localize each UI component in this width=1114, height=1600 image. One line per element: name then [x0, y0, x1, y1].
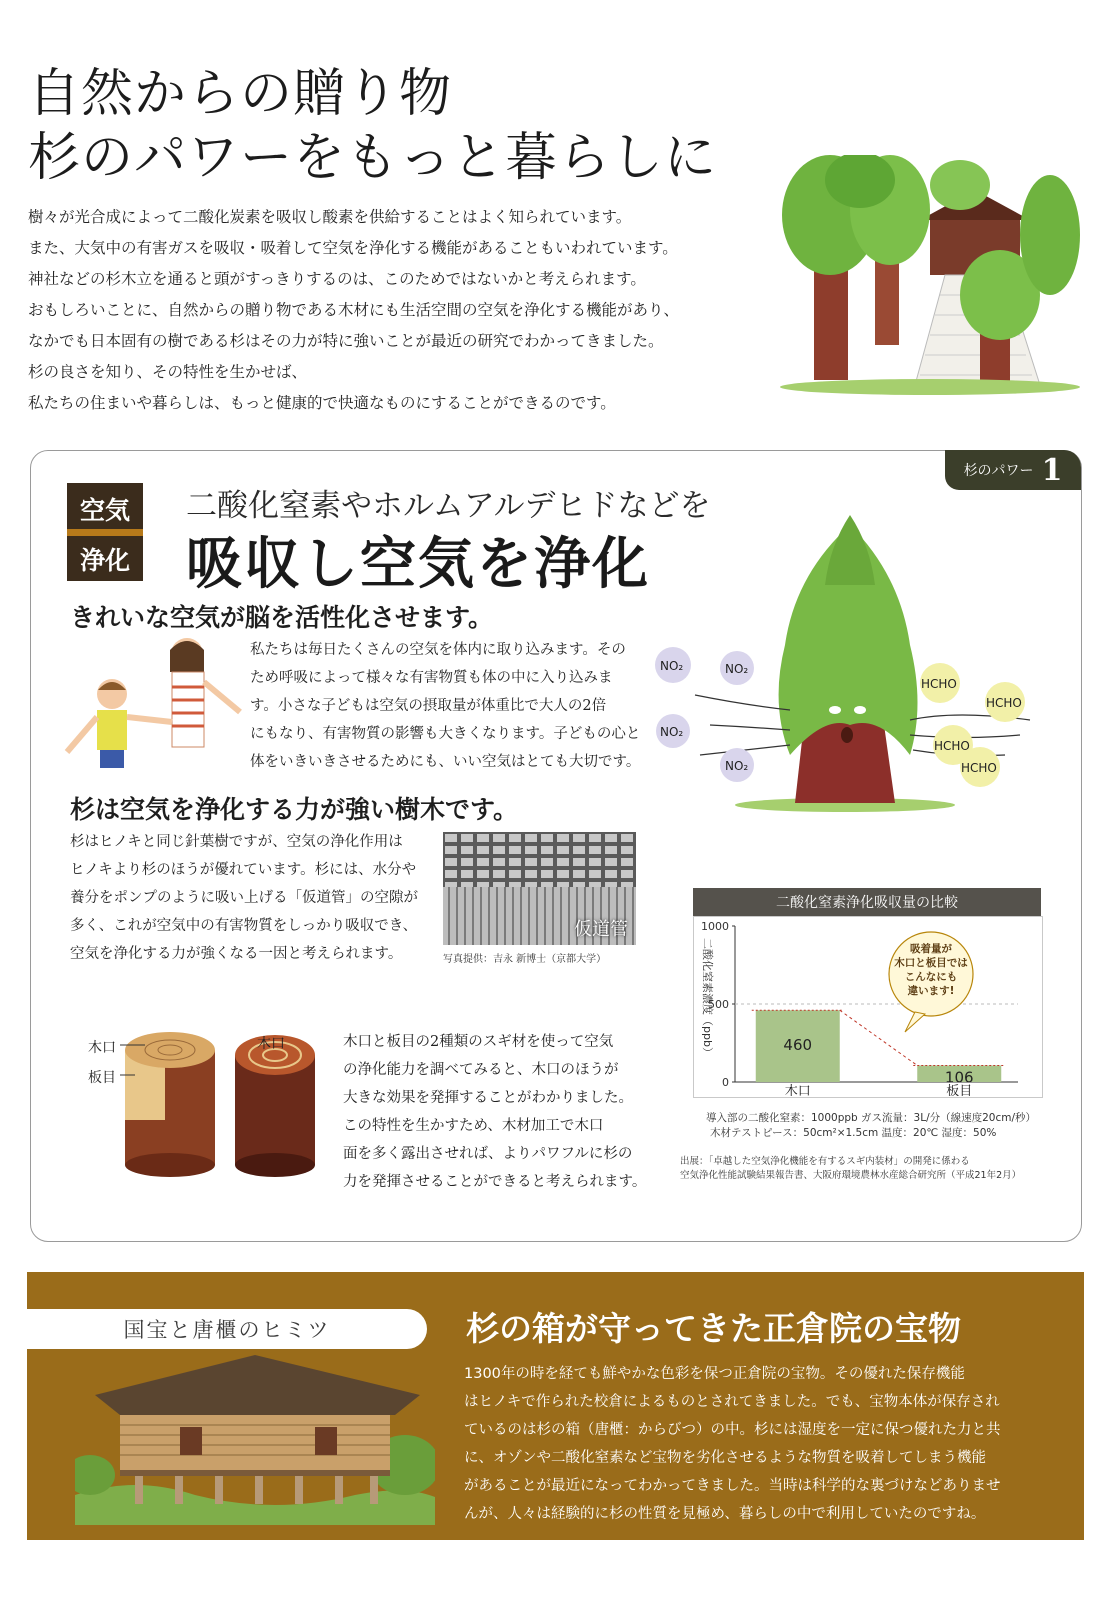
- page-title-line1: 自然からの贈り物: [28, 64, 453, 124]
- chart-source: [680, 1153, 1021, 1181]
- y-tick-label: 500: [708, 998, 729, 1011]
- section1-line: す。小さな子どもは空気の摂取量が体重比で大人の2倍: [250, 698, 607, 714]
- section3-line: 力を発揮させることができると考えられます。: [343, 1174, 647, 1190]
- label-koguchi: 木口: [88, 1040, 116, 1056]
- intro-line: おもしろいことに、自然からの贈り物である木材にも生活空間の空気を浄化する機能があり、: [28, 301, 680, 319]
- chart-title: 二酸化窒素浄化吸収量の比較: [693, 888, 1041, 916]
- shrine-cedar-illustration: [780, 155, 1080, 395]
- tracheid-label: 仮道管: [574, 919, 628, 940]
- band-line: 1300年の時を経ても鮮やかな色彩を保つ正倉院の宝物。その優れた保存機能: [464, 1366, 965, 1382]
- gas-label-no2: NO₂: [725, 662, 749, 676]
- tracheid-photo: [443, 832, 636, 945]
- y-tick-label: 0: [722, 1076, 729, 1089]
- chart-note: 導入部の二酸化窒素：1000ppb ガス流量：3L/分（線速度20cm/秒）: [706, 1112, 1037, 1124]
- intro-line: 神社などの杉木立を通ると頭がすっきりするのは、このためではないかと考えられます。: [28, 270, 646, 288]
- category-label: 板目: [946, 1084, 973, 1096]
- section2-heading: 杉は空気を浄化する力が強い樹木です。: [70, 795, 519, 824]
- panel-headline: 吸収し空気を浄化: [186, 531, 650, 597]
- panel-kicker: 二酸化窒素やホルムアルデヒドなどを: [186, 488, 711, 524]
- intro-line: 樹々が光合成によって二酸化炭素を吸収し酸素を供給することはよく知られています。: [28, 208, 632, 226]
- section3-line: 面を多く露出させれば、よりパワフルに杉の: [343, 1146, 633, 1162]
- band-line: んが、人々は経験的に杉の性質を見極め、暮らしの中で利用していたのですね。: [464, 1506, 986, 1522]
- gas-label-no2: NO₂: [660, 659, 684, 673]
- gas-label-hcho: HCHO: [934, 739, 970, 753]
- section3-line: この特性を生かすため、木材加工で木口: [343, 1118, 604, 1134]
- y-tick-label: 1000: [701, 920, 729, 933]
- label-itame: 板目: [88, 1070, 116, 1086]
- callout-text: 吸着量が: [910, 943, 952, 955]
- y-axis-label: 二酸化窒素濃度（ppb）: [701, 938, 714, 1058]
- section3-text: [343, 1028, 646, 1196]
- section2-text: [70, 828, 418, 968]
- chart-note: 木材テストピース：50cm²×1.5cm 温度：20℃ 湿度：50%: [710, 1127, 997, 1139]
- badge-line2: 浄化: [79, 546, 130, 575]
- band-label: 国宝と唐櫃のヒミツ: [27, 1309, 427, 1349]
- bar-value-label: 106: [944, 1068, 974, 1087]
- no2-absorption-chart: [693, 916, 1041, 1096]
- photo-credit: 写真提供：吉永 新博士（京都大学）: [443, 954, 607, 965]
- badge-divider: [67, 529, 143, 536]
- callout-pointer: [905, 1012, 925, 1032]
- section2-line: 空気を浄化する力が強くなる一因と考えられます。: [70, 946, 403, 962]
- source-line: 出展：「卓越した空気浄化機能を有するスギ内装材」の開発に係わる: [680, 1156, 970, 1167]
- section3-line: 木口と板目の2種類のスギ材を使って空気: [343, 1034, 614, 1050]
- intro-line: 杉の良さを知り、その特性を生かせば、: [28, 363, 308, 381]
- tab-number: 1: [1041, 452, 1063, 488]
- band-text: [464, 1360, 1001, 1528]
- gas-label-hcho: HCHO: [986, 696, 1022, 710]
- bar-value-label: 460: [783, 1036, 813, 1055]
- section1-line: ため呼吸によって様々な有害物質も体の中に入り込みま: [250, 670, 613, 686]
- mother-child-illustration: [62, 632, 242, 772]
- label-koguchi: 木口: [257, 1036, 285, 1052]
- section2-line: 養分をポンプのように吸い上げる「仮道管」の空隙が: [70, 890, 418, 906]
- category-label: 木口: [784, 1084, 811, 1096]
- chart-notes: [706, 1110, 1036, 1140]
- band-line: に、オゾンや二酸化窒素など宝物を劣化させるような物質を吸着してしまう機能: [464, 1450, 986, 1466]
- page-title-line2: 杉のパワーをもっと暮らしに: [28, 128, 718, 188]
- section1-heading: きれいな空気が脳を活性化させます。: [70, 603, 494, 632]
- tab-label: 杉のパワー: [963, 463, 1034, 479]
- cedar-tree-gas-illustration: [655, 505, 1055, 815]
- power-number-tab: [945, 450, 1081, 490]
- band-line: はヒノキで作られた校倉によるものとされてきました。でも、宝物本体が保存され: [464, 1394, 1000, 1410]
- callout-text: 違います!: [907, 985, 955, 997]
- source-line: 空気浄化性能試験結果報告書、大阪府環境農林水産総合研究所（平成21年2月）: [680, 1170, 1022, 1181]
- shosoin-illustration: [75, 1345, 435, 1525]
- gas-label-no2: NO₂: [660, 725, 684, 739]
- section3-line: 大きな効果を発揮することがわかりました。: [343, 1090, 633, 1106]
- band-heading: 杉の箱が守ってきた正倉院の宝物: [466, 1309, 961, 1348]
- gas-label-hcho: HCHO: [921, 677, 957, 691]
- section1-text: [250, 636, 640, 776]
- section1-line: 体をいきいきさせるためにも、いい空気はとても大切です。: [250, 754, 641, 770]
- callout-text: こんなにも: [904, 971, 958, 983]
- air-purification-badge: [67, 483, 143, 581]
- band-line: があることが最近になってわかってきました。当時は科学的な裏づけなどありませ: [464, 1478, 1001, 1494]
- gas-label-hcho: HCHO: [961, 761, 997, 775]
- callout-text: 木口と板目では: [894, 957, 968, 969]
- gas-label-no2: NO₂: [725, 759, 749, 773]
- section2-line: 杉はヒノキと同じ針葉樹ですが、空気の浄化作用は: [70, 834, 403, 850]
- section2-line: ヒノキより杉のほうが優れています。杉には、水分や: [70, 862, 417, 878]
- section2-line: 多く、これが空気中の有害物質をしっかり吸収でき、: [70, 918, 418, 934]
- section1-line: 私たちは毎日たくさんの空気を体内に取り込みます。その: [250, 642, 626, 658]
- band-line: ているのは杉の箱（唐櫃：からびつ）の中。杉には湿度を一定に保つ優れた力と共: [464, 1422, 1001, 1438]
- intro-line: なかでも日本固有の樹である杉はその力が特に強いことが最近の研究でわかってきました。: [28, 332, 664, 350]
- badge-line1: 空気: [79, 496, 130, 525]
- cedar-logs-illustration: [120, 1030, 330, 1180]
- section3-line: の浄化能力を調べてみると、木口のほうが: [343, 1062, 619, 1078]
- intro-line: また、大気中の有害ガスを吸収・吸着して空気を浄化する機能があることもいわれています。: [28, 239, 678, 257]
- intro-line: 私たちの住まいや暮らしは、もっと健康的で快適なものにすることができるのです。: [28, 394, 616, 412]
- intro-text: [28, 202, 788, 419]
- difference-line: [840, 1010, 918, 1065]
- section1-line: にもなり、有害物質の影響も大きくなります。子どもの心と: [250, 726, 641, 742]
